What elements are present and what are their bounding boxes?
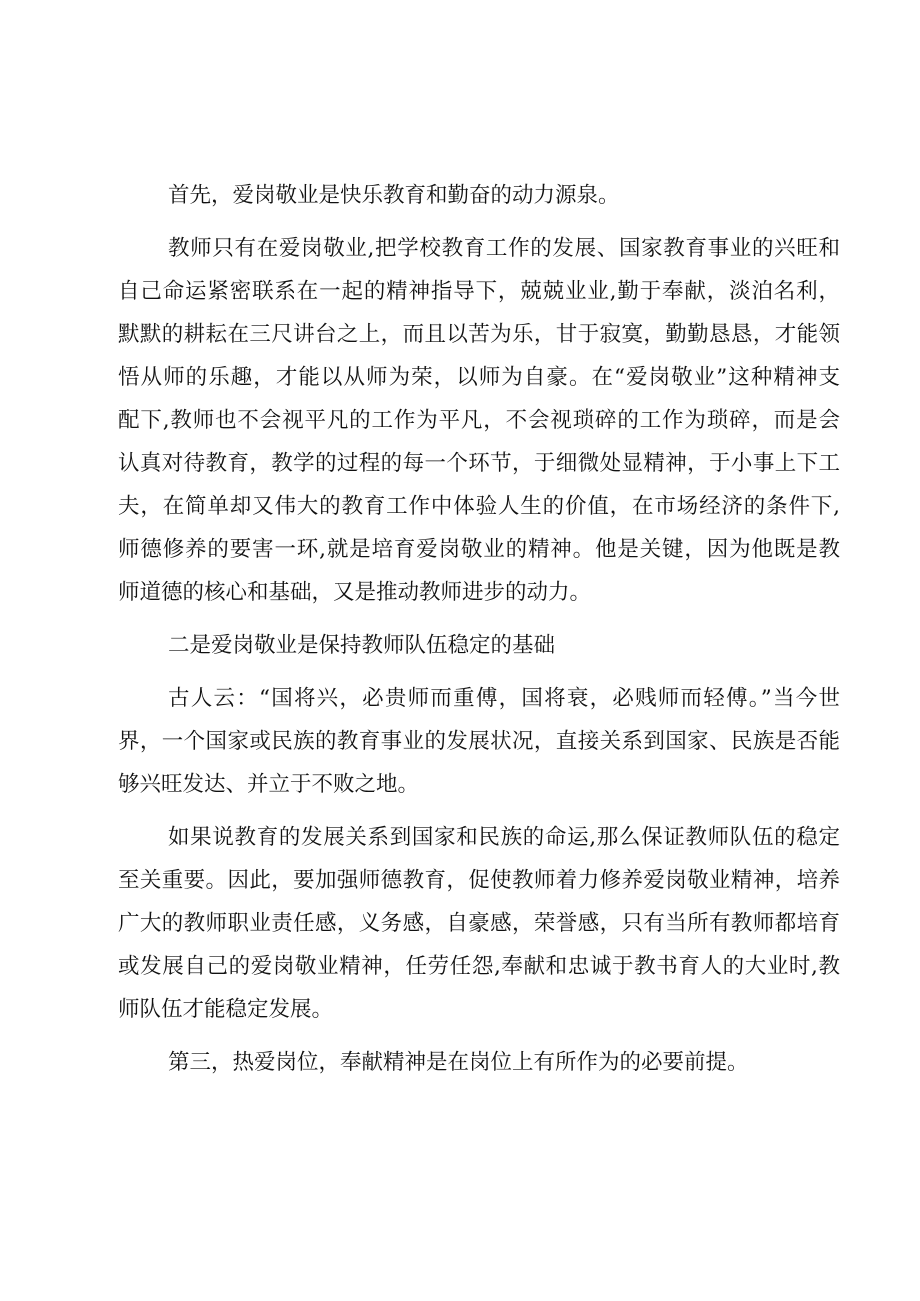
section-heading-3: 第三，热爱岗位，奉献精神是在岗位上有所作为的必要前提。 <box>168 1050 749 1075</box>
paragraph-line: 如果说教育的发展关系到国家和民族的命运,那么保证教师队伍的稳定 <box>168 825 840 850</box>
paragraph-line: 古人云：“国将兴，必贵师而重傅，国将衰，必贱师而轻傅。”当今世 <box>168 686 840 711</box>
paragraph-line: 悟从师的乐趣，才能以从师为荣，以师为自豪。在“爱岗敬业”这种精神支 <box>118 365 840 390</box>
paragraph-line: 师队伍才能稳定发展。 <box>118 997 334 1022</box>
paragraph-line: 教师只有在爱岗敬业,把学校教育工作的发展、国家教育事业的兴旺和 <box>168 236 840 261</box>
paragraph-line: 认真对待教育，教学的过程的每一个环节，于细微处显精神，于小事上下工 <box>118 451 840 476</box>
paragraph-line: 默默的耕耘在三尺讲台之上，而且以苦为乐，甘于寂寞，勤勤恳恳，才能领 <box>118 322 840 347</box>
paragraph-line: 广大的教师职业责任感，义务感，自豪感，荣誉感，只有当所有教师都培育 <box>118 911 840 936</box>
paragraph-line: 师道德的核心和基础，又是推动教师进步的动力。 <box>118 580 592 605</box>
document-body <box>118 174 840 1084</box>
paragraph-line: 夫，在简单却又伟大的教育工作中体验人生的价值，在市场经济的条件下, <box>118 494 840 519</box>
section-heading-1: 首先，爱岗敬业是快乐教育和勤奋的动力源泉。 <box>168 183 620 208</box>
section-heading-2: 二是爱岗敬业是保持教师队伍稳定的基础 <box>168 633 556 658</box>
paragraph-line: 师德修养的要害一环,就是培育爱岗敬业的精神。他是关键，因为他既是教 <box>118 537 840 562</box>
paragraph-line: 或发展自己的爱岗敬业精神，任劳任怨,奉献和忠诚于教书育人的大业时,教 <box>118 954 840 979</box>
paragraph-line: 自己命运紧密联系在一起的精神指导下，兢兢业业,勤于奉献，淡泊名利， <box>118 279 840 304</box>
paragraph-line: 够兴旺发达、并立于不败之地。 <box>118 772 420 797</box>
paragraph-line: 界，一个国家或民族的教育事业的发展状况，直接关系到国家、民族是否能 <box>118 729 840 754</box>
paragraph-line: 配下,教师也不会视平凡的工作为平凡，不会视琐碎的工作为琐碎，而是会 <box>118 408 840 433</box>
paragraph-line: 至关重要。因此，要加强师德教育，促使教师着力修养爱岗敬业精神，培养 <box>118 868 840 893</box>
